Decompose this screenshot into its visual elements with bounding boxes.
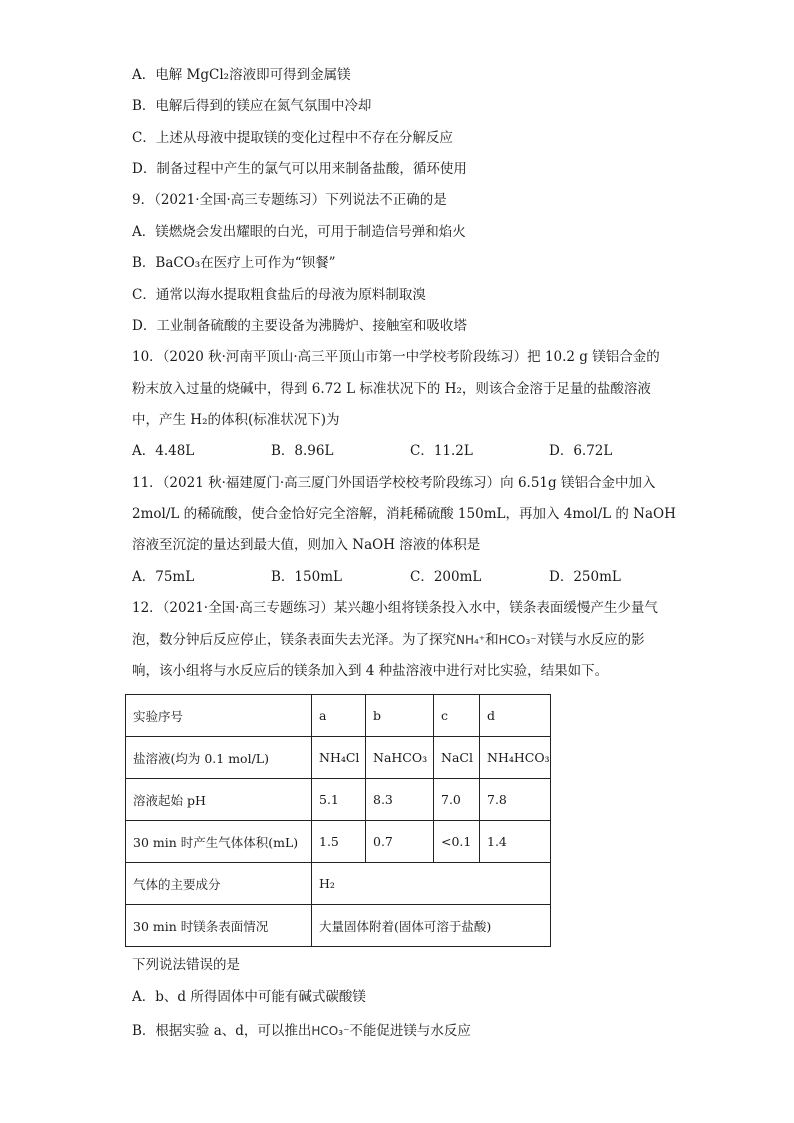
table-cell: d	[480, 695, 551, 737]
table-cell: 8.3	[366, 779, 434, 821]
q12-stem-line2-and: 和	[485, 632, 499, 648]
q12-stem-line3: 响，该小组将与水反应后的镁条加入到 4 种盐溶液中进行对比实验，结果如下。	[132, 663, 609, 679]
bicarbonate-ion-formula: HCO₃⁻	[498, 633, 537, 647]
q12-option-b-part1: B．根据实验 a、d，可以推出	[132, 1023, 312, 1039]
q12-stem-line1: 12．（2021·全国·高三专题练习）某兴趣小组将镁条投入水中，镁条表面缓慢产生少量气	[132, 600, 658, 616]
q11-stem-line1: 11．（2021 秋·福建厦门·高三厦门外国语学校校考阶段练习）向 6.51g 镁铝合金中加入	[132, 475, 656, 491]
q10-option-a: A．4.48L	[132, 443, 195, 459]
table-cell: 7.8	[480, 779, 551, 821]
table-cell: 盐溶液(均为 0.1 mol/L)	[126, 737, 312, 779]
q11-option-d: D．250mL	[549, 569, 621, 585]
experiment-table	[125, 694, 551, 947]
q9-option-a: A．镁燃烧会发出耀眼的白光，可用于制造信号弹和焰火	[132, 224, 466, 240]
q8-option-b: B．电解后得到的镁应在氮气氛围中冷却	[132, 98, 372, 114]
table-cell: a	[312, 695, 366, 737]
q10-stem-line2: 粉末放入过量的烧碱中，得到 6.72 L 标准状况下的 H₂，则该合金溶于足量的盐酸溶液	[132, 381, 651, 397]
q9-option-d: D．工业制备硫酸的主要设备为沸腾炉、接触室和吸收塔	[132, 318, 467, 334]
table-cell: b	[366, 695, 434, 737]
q12-stem-line2-part1: 泡，数分钟后反应停止，镁条表面失去光泽。为了探究	[132, 632, 456, 648]
table-row	[126, 905, 551, 947]
table-row	[126, 695, 551, 737]
q12-option-b	[132, 1021, 471, 1041]
q10-stem-line3: 中，产生 H₂的体积(标准状况下)为	[132, 412, 340, 428]
table-row	[126, 779, 551, 821]
table-cell: NH₄Cl	[312, 737, 366, 779]
q9-option-b: B．BaCO₃在医疗上可作为“钡餐”	[132, 255, 336, 271]
q10-option-d: D．6.72L	[549, 443, 613, 459]
q11-option-a: A．75mL	[132, 569, 195, 585]
q12-after-table: 下列说法错误的是	[132, 957, 240, 973]
q11-option-b: B．150mL	[271, 569, 342, 585]
q12-stem-line2	[132, 630, 645, 650]
table-row	[126, 737, 551, 779]
table-row	[126, 821, 551, 863]
bicarbonate-ion-formula: HCO₃⁻	[311, 1024, 350, 1038]
table-cell: 0.7	[366, 821, 434, 863]
q9-stem: 9．（2021·全国·高三专题练习）下列说法不正确的是	[132, 192, 447, 208]
q10-option-c: C．11.2L	[410, 443, 473, 459]
q10-stem-line1: 10．（2020 秋·河南平顶山·高三平顶山市第一中学校考阶段练习）把 10.2 g 镁铝合金的	[132, 349, 660, 365]
table-cell: NH₄HCO₃	[480, 737, 551, 779]
table-cell: 5.1	[312, 779, 366, 821]
q11-option-c: C．200mL	[410, 569, 482, 585]
q10-option-b: B．8.96L	[271, 443, 334, 459]
q12-option-a: A．b、d 所得固体中可能有碱式碳酸镁	[132, 989, 366, 1005]
table-cell: 1.4	[480, 821, 551, 863]
table-cell: NaCl	[434, 737, 480, 779]
q8-option-c: C．上述从母液中提取镁的变化过程中不存在分解反应	[132, 130, 453, 146]
q8-option-a: A．电解 MgCl₂溶液即可得到金属镁	[132, 67, 351, 83]
q11-stem-line2: 2mol/L 的稀硫酸，使合金恰好完全溶解，消耗稀硫酸 150mL，再加入 4mol/L 的 NaOH	[132, 506, 676, 522]
table-cell: <0.1	[434, 821, 480, 863]
q11-stem-line3: 溶液至沉淀的量达到最大值，则加入 NaOH 溶液的体积是	[132, 537, 481, 553]
table-cell: 气体的主要成分	[126, 863, 312, 905]
table-cell: 30 min 时产生气体体积(mL)	[126, 821, 312, 863]
table-cell: 7.0	[434, 779, 480, 821]
table-cell: H₂	[312, 863, 551, 905]
q8-option-d: D．制备过程中产生的氯气可以用来制备盐酸，循环使用	[132, 161, 467, 177]
table-row	[126, 863, 551, 905]
table-cell: 大量固体附着(固体可溶于盐酸)	[312, 905, 551, 947]
table-cell: c	[434, 695, 480, 737]
table-cell: 实验序号	[126, 695, 312, 737]
q9-option-c: C．通常以海水提取粗食盐后的母液为原料制取溴	[132, 287, 426, 303]
q12-stem-line2-part2: 对镁与水反应的影	[536, 632, 645, 648]
table-cell: 30 min 时镁条表面情况	[126, 905, 312, 947]
ammonium-ion-formula: NH₄⁺	[456, 633, 486, 647]
table-cell: 溶液起始 pH	[126, 779, 312, 821]
table-cell: 1.5	[312, 821, 366, 863]
table-cell: NaHCO₃	[366, 737, 434, 779]
q12-option-b-part2: 不能促进镁与水反应	[349, 1023, 471, 1039]
